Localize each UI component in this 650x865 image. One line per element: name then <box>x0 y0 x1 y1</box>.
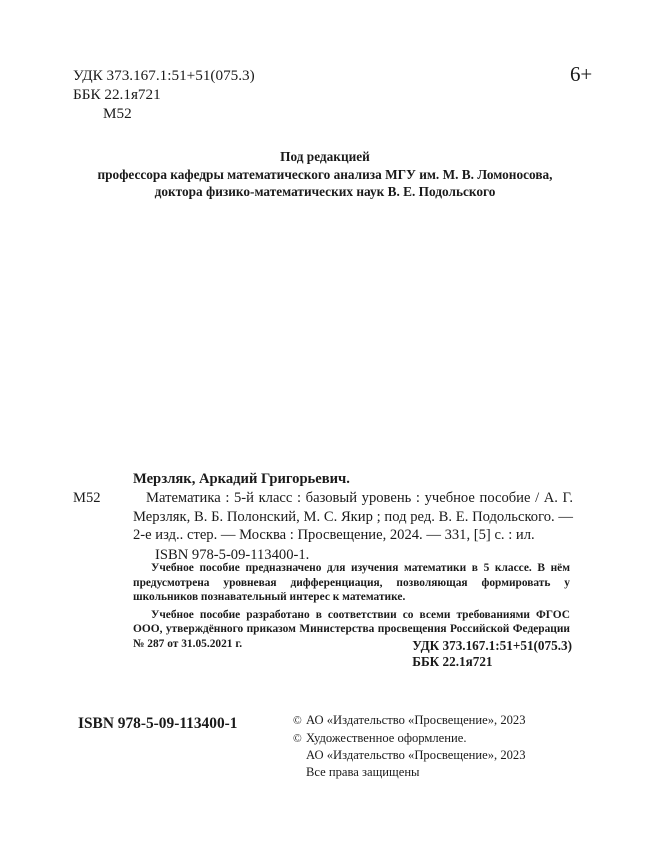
classification-block-bottom <box>412 638 572 670</box>
copyright-row-2 <box>293 730 526 748</box>
record-author-heading: Мерзляк, Аркадий Григорьевич. <box>133 471 350 487</box>
age-rating-mark: 6+ <box>570 62 592 86</box>
copyright-block <box>293 712 526 780</box>
copyright-publisher-1: АО «Издательство «Просвещение», 2023 <box>306 713 526 727</box>
shelf-mark-top: М52 <box>103 105 132 122</box>
copyright-rights-reserved: Все права защищены <box>306 764 420 779</box>
editorial-line-3: доктора физико-математических наук В. Е. Подольского <box>154 184 496 199</box>
copyright-design-label: Художественное оформление. <box>306 730 467 745</box>
bbk-code-bottom: ББК 22.1я721 <box>412 654 493 669</box>
record-shelf-mark: М52 <box>73 490 101 507</box>
copyright-icon-secondary: © <box>293 732 302 745</box>
copyright-publisher-2: АО «Издательство «Просвещение», 2023 <box>306 748 526 762</box>
record-body <box>73 489 573 564</box>
udk-code-top: УДК 373.167.1:51+51(075.3) <box>73 67 255 84</box>
annotation-paragraph-1: Учебное пособие предназначено для изучения математики в 5 классе. В нём предусмотрена уровневая дифференциация, позволяющая формировать у школьников познавательный интерес к математике. <box>133 562 570 604</box>
bbk-code-top: ББК 22.1я721 <box>73 86 161 103</box>
udk-code-bottom: УДК 373.167.1:51+51(075.3) <box>412 638 572 653</box>
bibliographic-record <box>73 470 573 564</box>
footer-isbn: ISBN 978-5-09-113400-1 <box>78 715 238 732</box>
copyright-row-1 <box>293 712 526 730</box>
record-isbn: ISBN 978-5-09-113400-1. <box>155 546 310 563</box>
editorial-line-2: профессора кафедры математического анализа МГУ им. М. В. Ломоносова, <box>97 166 553 182</box>
editorial-credit-block <box>0 148 650 201</box>
record-description: Математика : 5-й класс : базовый уровень : учебное пособие / А. Г. Мерзляк, В. Б. Полонский, М. С. Якир ; под ред. В. Е. Подольского. — 2-е изд.. стер. — Москва : Просвещение, 2024. — 331, [5] с. : ил. <box>133 490 573 544</box>
copyright-icon: © <box>293 715 302 727</box>
annotation-paragraph-2: Учебное пособие разработано в соответствии со всеми требованиями ФГОС ООО, утверждённого приказом Министерства просвещения Российской Федерации № 287 от 31.05.2021 г. <box>133 608 570 650</box>
classification-block-top <box>73 66 255 123</box>
editorial-line-1: Под редакцией <box>280 149 370 164</box>
